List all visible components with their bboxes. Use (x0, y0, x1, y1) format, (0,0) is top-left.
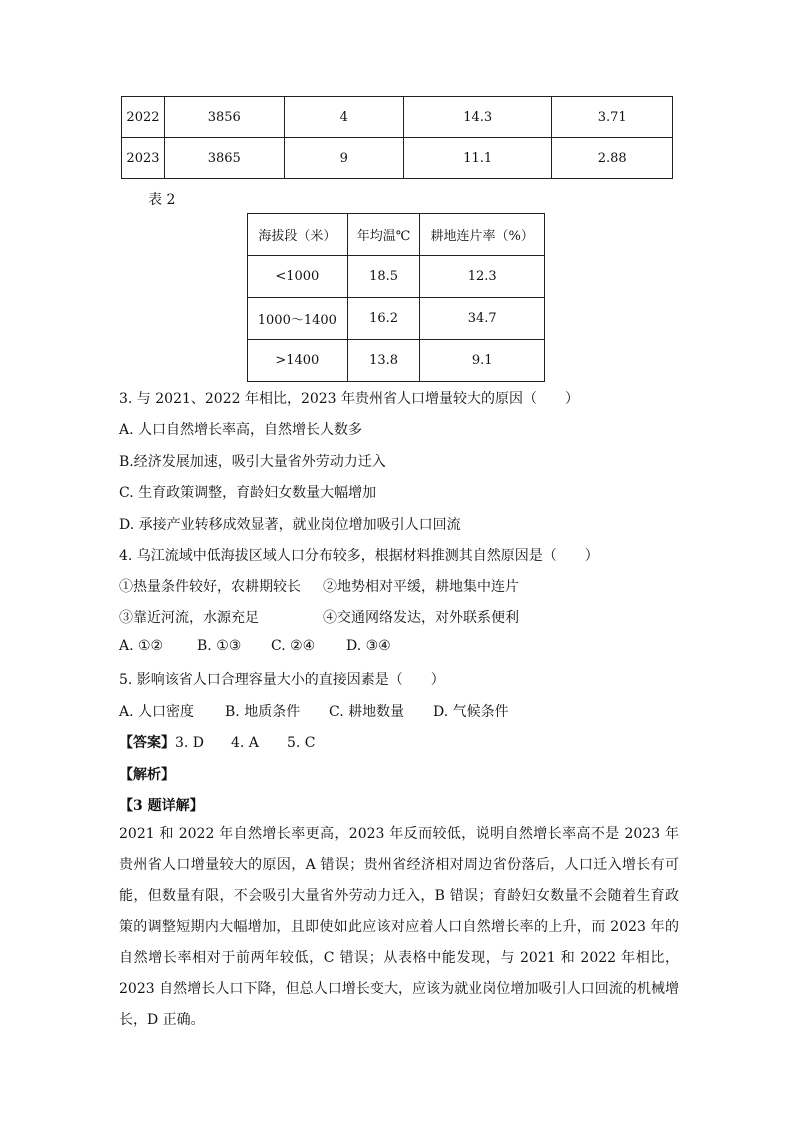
question-4-statements-row (119, 607, 519, 627)
table-cell: 9 (284, 138, 403, 179)
table-header-cell: 耕地连片率（%） (420, 214, 545, 256)
analysis-label: 【解析】 (119, 767, 175, 783)
question-3-analysis-text: 2021 和 2022 年自然增长率更高，2023 年反而较低，说明自然增长率高不是 2023 年贵州省人口增量较大的原因，A 错误；贵州省经济相对周边省份落后，人口迁入增长有可能，但数量有限，不会吸引大量省外劳动力迁入，B 错误；育龄妇女数量不会随着生育政策的调整短期内大幅增加，且即使如此应该对应着人口自然增长率的上升，而 2023 年的自然增长率相对于前两年较低，C 错误；从表格中能发现，与 2021 和 2022 年相比，2023 自然增长人口下降，但总人口增长变大，应该为就业岗位增加吸引人口回流的机械增长，D 正确。 (119, 826, 679, 1028)
table-row (248, 340, 545, 382)
question-3-option-b: B.经济发展加速，吸引大量省外劳动力迁入 (119, 454, 386, 470)
question-4-option-d: D. ③④ (346, 638, 391, 654)
question-3-option-a: A. 人口自然增长率高，自然增长人数多 (119, 422, 363, 438)
table-cell: 11.1 (403, 138, 551, 179)
answer-item: 5. C (287, 735, 316, 751)
question-5-option-b: B. 地质条件 (225, 704, 301, 720)
question-4-statements-row (119, 576, 519, 596)
table-cell: 1000～1400 (248, 298, 348, 340)
question-5-option-a: A. 人口密度 (119, 704, 195, 720)
table-cell: 12.3 (420, 256, 545, 298)
table-row (122, 97, 673, 138)
question-3-option-d: D. 承接产业转移成效显著，就业岗位增加吸引人口回流 (119, 517, 461, 533)
altitude-table (247, 213, 545, 382)
table-row (122, 138, 673, 179)
statement-3: ③靠近河流，水源充足 (119, 610, 259, 626)
table-cell: 2023 (122, 138, 165, 179)
table-cell: 2.88 (552, 138, 673, 179)
question-5-option-c: C. 耕地数量 (329, 704, 405, 720)
statement-2: ②地势相对平缓，耕地集中连片 (323, 579, 519, 595)
answer-item: 4. A (231, 735, 259, 751)
question-3-analysis-label: 【3 题详解】 (119, 798, 204, 814)
question-3-option-c: C. 生育政策调整，育龄妇女数量大幅增加 (119, 485, 377, 501)
table-cell: <1000 (248, 256, 348, 298)
question-4-option-b: B. ①③ (197, 638, 242, 654)
table-cell: 14.3 (403, 97, 551, 138)
table-cell: 18.5 (347, 256, 420, 298)
table-cell: 34.7 (420, 298, 545, 340)
question-5-stem: 5. 影响该省人口合理容量大小的直接因素是（ ） (119, 672, 445, 688)
question-4-option-c: C. ②④ (271, 638, 316, 654)
question-4-options (119, 638, 391, 654)
table-header-row (248, 214, 545, 256)
table-caption: 表 2 (148, 192, 176, 208)
table-cell: 4 (284, 97, 403, 138)
table-cell: 16.2 (347, 298, 420, 340)
table-cell: 9.1 (420, 340, 545, 382)
question-5-options (119, 701, 509, 721)
question-4-option-a: A. ①② (119, 638, 164, 654)
table-cell: 3.71 (552, 97, 673, 138)
answer-label: 【答案】 (119, 735, 175, 751)
table-cell: >1400 (248, 340, 348, 382)
table-cell: 3856 (164, 97, 284, 138)
answer-item: 3. D (175, 735, 205, 751)
table-row (248, 256, 545, 298)
statement-1: ①热量条件较好，农耕期较长 (119, 579, 301, 595)
table-row (248, 298, 545, 340)
answer-line (119, 732, 316, 752)
statement-4: ④交通网络发达，对外联系便利 (323, 610, 519, 626)
table-header-cell: 年均温℃ (347, 214, 420, 256)
table-cell: 2022 (122, 97, 165, 138)
question-3-stem: 3. 与 2021、2022 年相比，2023 年贵州省人口增量较大的原因（ ） (119, 391, 580, 407)
population-table (121, 96, 673, 179)
table-header-cell: 海拔段（米） (248, 214, 348, 256)
question-5-option-d: D. 气候条件 (433, 704, 509, 720)
table-cell: 13.8 (347, 340, 420, 382)
table-cell: 3865 (164, 138, 284, 179)
question-4-stem: 4. 乌江流域中低海拔区域人口分布较多，根据材料推测其自然原因是（ ） (119, 548, 599, 564)
